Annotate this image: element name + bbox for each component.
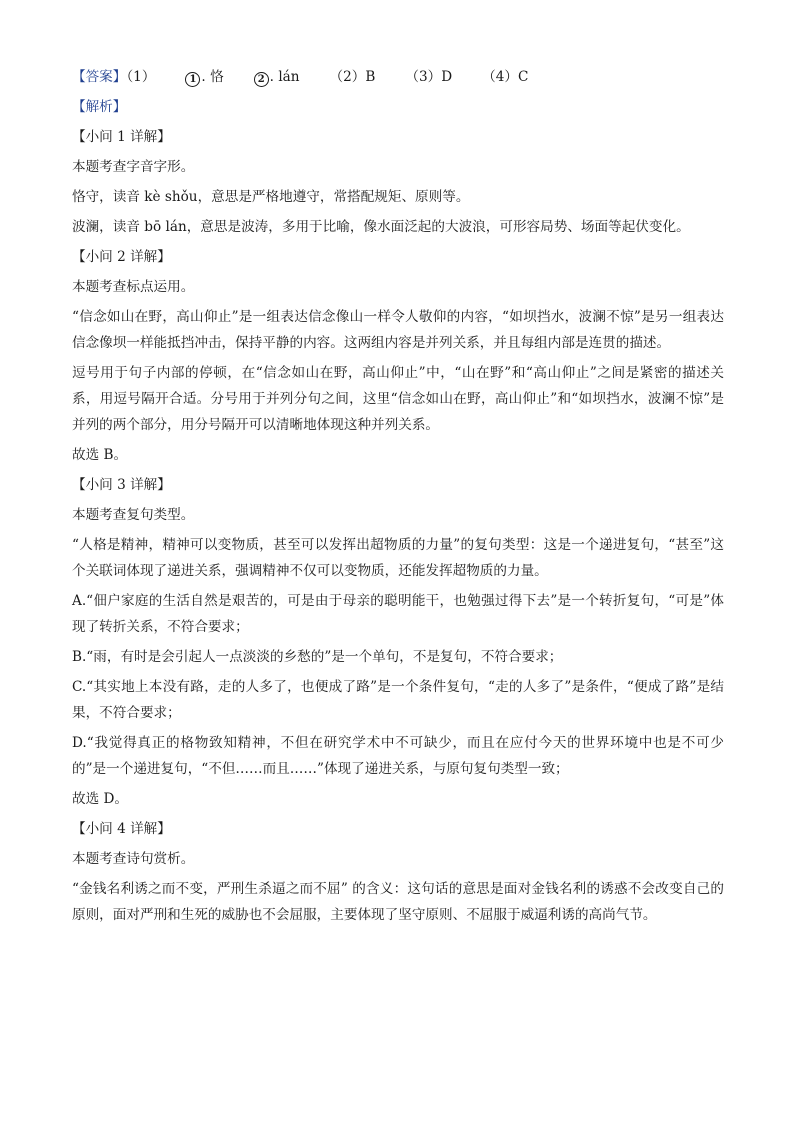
section-1-line-3: 波澜，读音 bō lán，意思是波涛，多用于比喻，像水面泛起的大波浪，可形容局势、场面等起伏变化。 xyxy=(72,219,690,235)
section-3-option-d: D.“我觉得真正的格物致知精神，不但在研究学术中不可缺少，而且在应付今天的世界环境中也是不可少的”是一个递进复句，“不但……而且……”体现了递进关系，与原句复句类型一致； xyxy=(72,735,724,777)
section-2-paragraph-1: “信念如山在野，高山仰止”是一组表达信念像山一样令人敬仰的内容，“如坝挡水，波澜不惊”是另一组表达信念像坝一样能抵挡冲击，保持平静的内容。这两组内容是并列关系，并且每组内部是连贯的描述。 xyxy=(72,309,724,351)
section-2-paragraph-2: 逗号用于句子内部的停顿，在“信念如山在野，高山仰止”中，“山在野”和“高山仰止”之间是紧密的描述关系，用逗号隔开合适。分号用于并列分句之间，这里“信念如山在野，高山仰止”和“如坝挡水，波澜不惊”是并列的两个部分，用分号隔开可以清晰地体现这种并列关系。 xyxy=(72,365,724,433)
document-page xyxy=(72,64,724,932)
answer-q1-part2: . lán xyxy=(269,69,300,85)
answer-q1-part1: . 恪 xyxy=(201,69,224,85)
section-3-option-c: C.“其实地上本没有路，走的人多了，也便成了路”是一个条件复句，“走的人多了”是条件，“便成了路”是结果，不符合要求； xyxy=(72,679,724,721)
circled-number-2: 2 xyxy=(254,72,269,87)
answer-q3: （3）D xyxy=(405,69,453,85)
section-2-line-1: 本题考查标点运用。 xyxy=(72,279,195,295)
section-1-line-1: 本题考查字音字形。 xyxy=(72,159,195,175)
section-4-heading: 【小问 4 详解】 xyxy=(72,821,171,837)
section-4-line-1: 本题考查诗句赏析。 xyxy=(72,851,195,867)
circled-number-1: 1 xyxy=(185,72,200,87)
section-2-conclusion: 故选 B。 xyxy=(72,447,128,463)
section-4-paragraph-1: “金钱名利诱之而不变，严刑生杀逼之而不屈” 的含义：这句话的意思是面对金钱名利的诱惑不会改变自己的原则，面对严刑和生死的威胁也不会屈服，主要体现了坚守原则、不屈服于威逼利诱的高尚气节。 xyxy=(72,881,724,923)
section-2-heading: 【小问 2 详解】 xyxy=(72,249,171,265)
section-3-option-b: B.“雨，有时是会引起人一点淡淡的乡愁的”是一个单句，不是复句，不符合要求； xyxy=(72,649,563,665)
section-1-line-2: 恪守，读音 kè shǒu，意思是严格地遵守，常搭配规矩、原则等。 xyxy=(72,189,470,205)
answer-q4: （4）C xyxy=(482,69,529,85)
answer-line xyxy=(72,64,724,90)
answer-q1: （1） xyxy=(126,69,156,85)
analysis-heading: 【解析】 xyxy=(72,99,127,115)
section-3-option-a: A.“佃户家庭的生活自然是艰苦的，可是由于母亲的聪明能干，也勉强过得下去”是一个转折复句，“可是”体现了转折关系，不符合要求； xyxy=(72,593,724,635)
section-3-heading: 【小问 3 详解】 xyxy=(72,477,171,493)
answer-q2: （2）B xyxy=(329,69,376,85)
section-3-line-1: 本题考查复句类型。 xyxy=(72,507,195,523)
section-3-conclusion: 故选 D。 xyxy=(72,791,129,807)
section-1-heading: 【小问 1 详解】 xyxy=(72,129,171,145)
answer-label: 【答案】 xyxy=(72,69,127,85)
section-3-paragraph-1: “人格是精神，精神可以变物质，甚至可以发挥出超物质的力量”的复句类型：这是一个递进复句，“甚至”这个关联词体现了递进关系，强调精神不仅可以变物质，还能发挥超物质的力量。 xyxy=(72,537,724,579)
